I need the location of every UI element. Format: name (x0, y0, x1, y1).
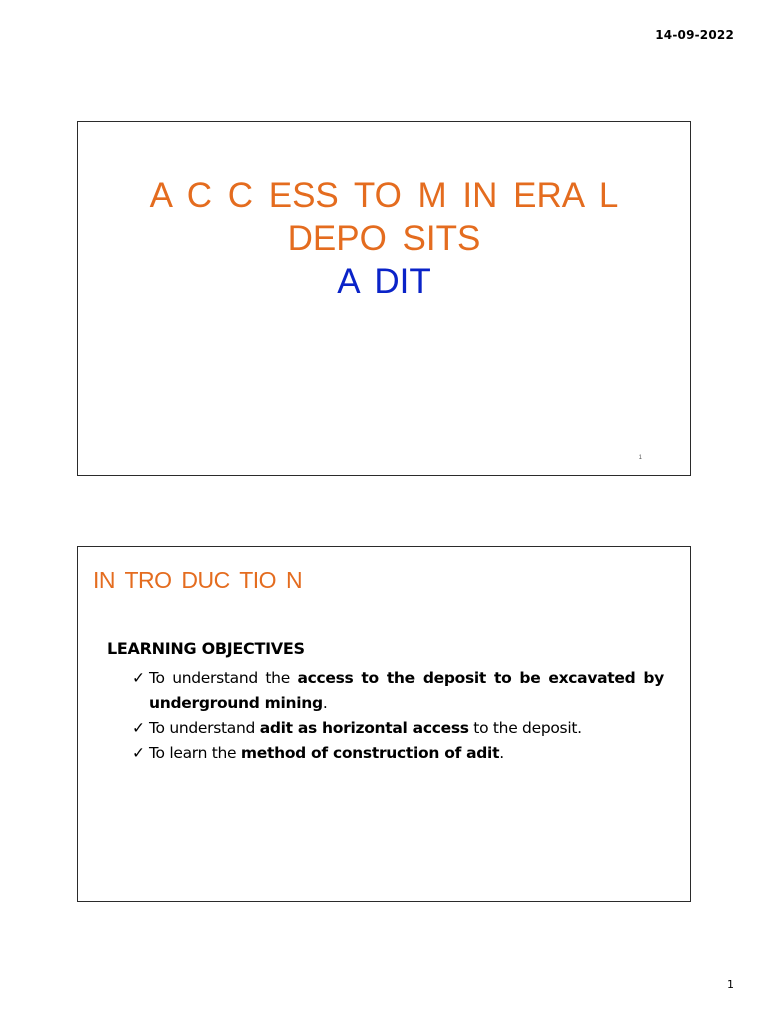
checkmark-icon: ✓ (132, 719, 145, 737)
page-number: 1 (727, 978, 734, 991)
objectives-title: LEARNING OBJECTIVES (107, 639, 305, 658)
checkmark-icon: ✓ (132, 669, 145, 687)
bullet-text-end: . (322, 694, 328, 712)
checkmark-icon: ✓ (132, 744, 145, 762)
list-item (132, 716, 664, 741)
page-date: 14-09-2022 (655, 28, 734, 42)
bullet-text-end: to the deposit. (468, 719, 582, 737)
slide-2-introduction (77, 546, 691, 902)
bullet-text-end: . (499, 744, 504, 762)
slide-number: 1 (638, 455, 642, 461)
title-line-2: DEPO SITS (287, 219, 481, 258)
bullet-text: To understand the (149, 669, 298, 687)
title-line-1: A C C ESS TO M IN ERA L (149, 176, 619, 215)
slide-1-title (77, 121, 691, 476)
list-item (132, 666, 664, 716)
slide-title (78, 174, 690, 303)
bullet-text: To understand (149, 719, 260, 737)
bullet-text: To learn the (149, 744, 241, 762)
bullet-bold-text: access to the deposit to be excavated by underground mining (149, 669, 664, 712)
title-line-3: A DIT (337, 262, 431, 301)
slide-heading: IN TRO DUC TIO N (93, 567, 303, 593)
bullet-bold-text: method of construction of adit (240, 744, 500, 762)
objectives-list (132, 666, 664, 766)
list-item (132, 741, 664, 766)
bullet-bold-text: adit as horizontal access (259, 719, 469, 737)
